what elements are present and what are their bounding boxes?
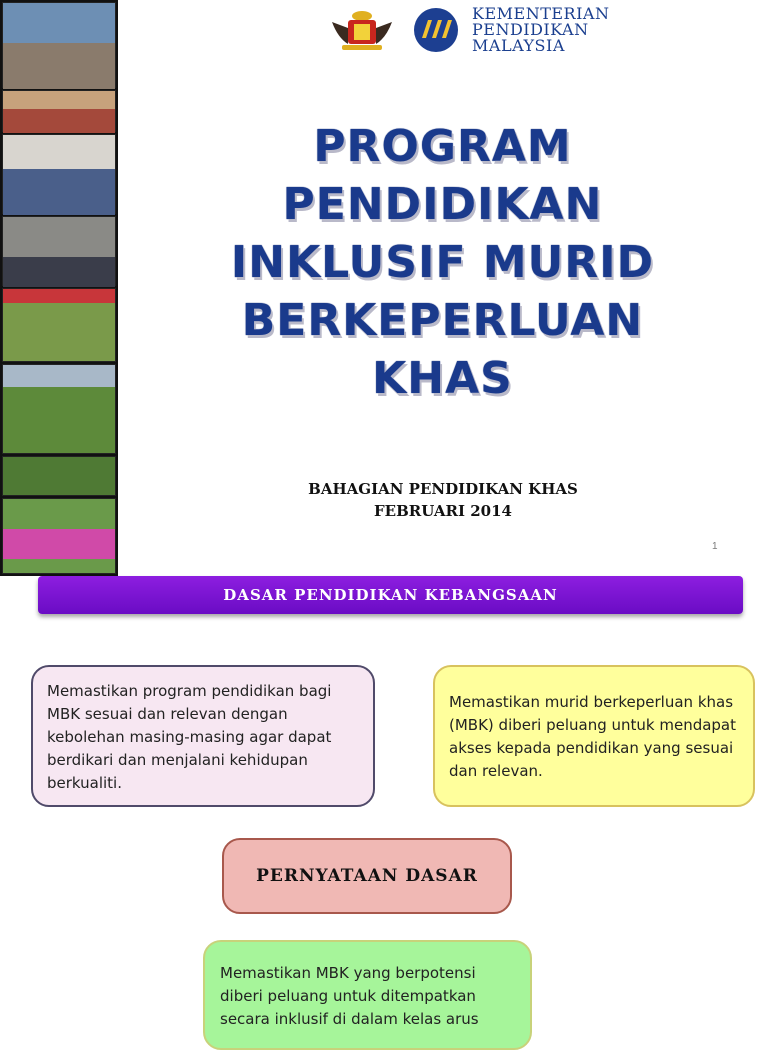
slide-title — [150, 118, 735, 408]
photo-classroom-3 — [2, 134, 116, 214]
kpm-logo — [406, 6, 468, 54]
photo-hall-4 — [2, 216, 116, 286]
ministry-name — [472, 6, 609, 54]
photo-field-6 — [2, 364, 116, 454]
photo-outdoor-5 — [2, 288, 116, 362]
slide-number: 1 — [712, 541, 718, 552]
ministry-name-line2: PENDIDIKAN — [472, 20, 589, 39]
title-line-3: INKLUSIF MURID — [230, 237, 655, 288]
photo-field-7 — [2, 456, 116, 496]
policy-box-quality: Memastikan program pendidikan bagi MBK sesuai dan relevan dengan kebolehan masing-masing agar dapat berdikari dan menjalani kehidupan berkualiti. — [31, 665, 375, 807]
title-line-4: BERKEPERLUAN — [241, 295, 644, 346]
slide-subtitle — [238, 478, 648, 522]
ministry-name-line3: MALAYSIA — [472, 36, 565, 55]
title-line-1: PROGRAM — [313, 121, 572, 172]
title-line-5: KHAS — [372, 353, 513, 404]
malaysia-crest-logo — [328, 8, 396, 52]
photo-classroom-1 — [2, 2, 116, 88]
photo-collage — [0, 0, 118, 576]
section-banner: DASAR PENDIDIKAN KEBANGSAAN — [38, 576, 743, 614]
photo-students-2 — [2, 90, 116, 132]
ministry-name-line1: KEMENTERIAN — [472, 4, 610, 23]
department-name: BAHAGIAN PENDIDIKAN KHAS — [308, 480, 578, 498]
date-label: FEBRUARI 2014 — [374, 502, 512, 520]
photo-group-8 — [2, 498, 116, 574]
title-line-2: PENDIDIKAN — [282, 179, 603, 230]
policy-box-inclusive: Memastikan MBK yang berpotensi diberi peluang untuk ditempatkan secara inklusif di dalam kelas arus — [203, 940, 532, 1050]
policy-statement-label: PERNYATAAN DASAR — [222, 838, 512, 914]
policy-slide — [0, 576, 768, 1028]
policy-box-access: Memastikan murid berkeperluan khas (MBK) diberi peluang untuk mendapat akses kepada pendidikan yang sesuai dan relevan. — [433, 665, 755, 807]
